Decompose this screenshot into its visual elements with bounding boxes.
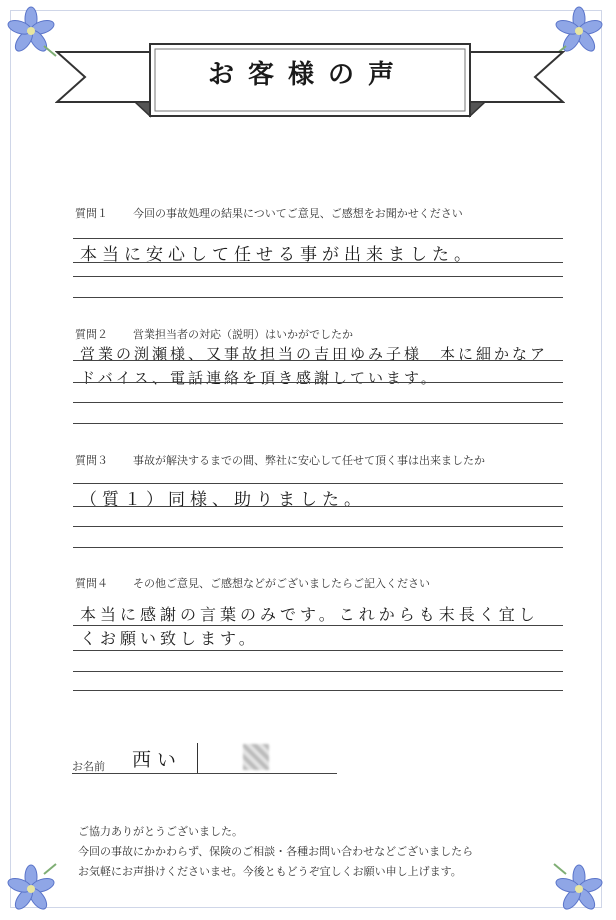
answer-4-line-1: 本当に感謝の言葉のみです。これからも末長く宜しくお願い致します。 [80, 605, 539, 648]
name-divider [197, 743, 198, 773]
answer-line [73, 262, 563, 263]
question-1-text: 今回の事故処理の結果についてご意見、ご感想をお聞かせください [133, 207, 463, 220]
question-1-number: 質問１ [75, 207, 108, 220]
footer-line-2: 今回の事故にかかわらず、保険のご相談・各種お問い合わせなどございましたら [78, 845, 474, 858]
flower-icon-bottom-right [552, 862, 606, 916]
answer-line [73, 650, 563, 651]
question-3-text: 事故が解決するまでの間、弊社に安心して任せて頂く事は出来ましたか [133, 454, 485, 467]
answer-line [73, 625, 563, 626]
flower-icon-top-left [4, 4, 58, 58]
answer-line [73, 690, 563, 691]
answer-line [73, 423, 563, 424]
answer-line [73, 402, 563, 403]
answer-line [73, 238, 563, 239]
answer-line [73, 483, 563, 484]
flower-icon-bottom-left [4, 862, 58, 916]
name-label: お名前 [72, 760, 105, 773]
redacted-name-mosaic [243, 744, 269, 770]
question-4-text: その他ご意見、ご感想などがございましたらご記入ください [133, 577, 430, 590]
answer-1-line-1: 本当に安心して任せる事が出来ました。 [80, 245, 476, 265]
question-2-text: 営業担当者の対応（説明）はいかがでしたか [133, 328, 353, 341]
answer-line [73, 547, 563, 548]
answer-2-line-1: 営業の渕瀬様、又事故担当の吉田ゆみ子様 本に細かなアドバイス、電話連絡を頂き感謝しています。 [80, 345, 549, 387]
name-line [72, 773, 337, 774]
answer-line [73, 506, 563, 507]
name-value: 西い [132, 749, 183, 771]
answer-line [73, 297, 563, 298]
question-3-number: 質問３ [75, 454, 108, 467]
answer-line [73, 382, 563, 383]
footer-message [78, 822, 473, 882]
page-title: お客様の声 [207, 60, 408, 90]
answer-line [73, 526, 563, 527]
answer-line [73, 276, 563, 277]
question-3 [75, 452, 485, 468]
question-2-number: 質問２ [75, 328, 108, 341]
footer-line-1: ご協力ありがとうございました。 [78, 825, 243, 838]
answer-3-line-1: （質１）同様、助りました。 [80, 490, 366, 510]
answer-line [73, 671, 563, 672]
question-1 [75, 205, 463, 221]
question-2 [75, 326, 353, 342]
question-4 [75, 575, 430, 591]
footer-line-3: お気軽にお声掛けくださいませ。今後ともどうぞ宜しくお願い申し上げます。 [78, 865, 462, 878]
answer-line [73, 360, 563, 361]
question-4-number: 質問４ [75, 577, 108, 590]
